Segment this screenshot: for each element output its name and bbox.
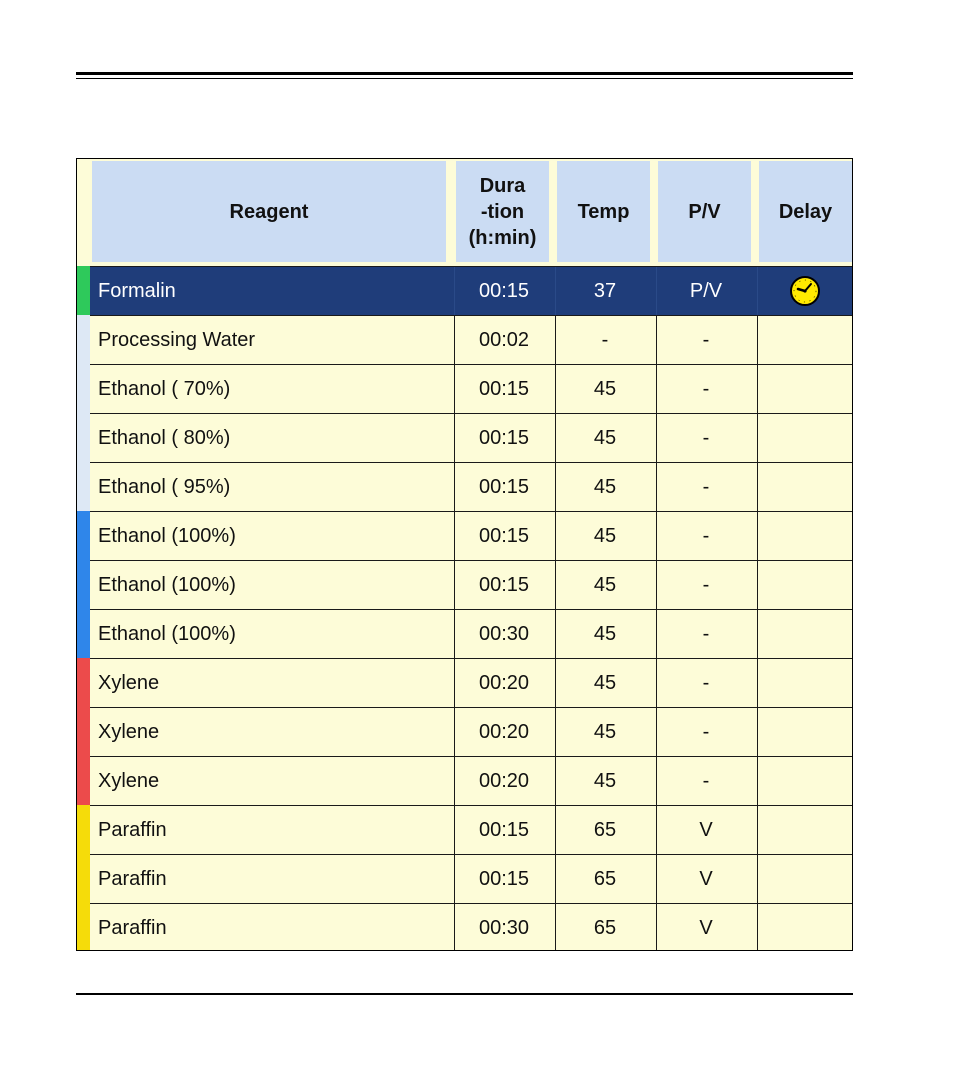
reagent-cell[interactable]: Paraffin bbox=[98, 818, 167, 841]
temp-cell[interactable]: 45 bbox=[593, 524, 617, 547]
duration-cell[interactable]: 00:02 bbox=[478, 328, 530, 351]
delay-cell[interactable] bbox=[757, 365, 852, 413]
reagent-group-stripe bbox=[77, 903, 90, 951]
clock-icon[interactable] bbox=[789, 275, 821, 307]
reagent-group-stripe bbox=[77, 707, 90, 756]
reagent-group-stripe bbox=[77, 511, 90, 560]
temp-cell[interactable]: 45 bbox=[593, 720, 617, 743]
table-row[interactable] bbox=[77, 609, 852, 658]
pv-cell[interactable]: - bbox=[702, 426, 710, 449]
reagent-cell[interactable]: Xylene bbox=[98, 720, 160, 743]
reagent-group-stripe bbox=[77, 364, 90, 413]
delay-cell[interactable] bbox=[757, 512, 852, 560]
table-header bbox=[77, 159, 852, 266]
reagent-group-stripe bbox=[77, 756, 90, 805]
pv-cell[interactable]: - bbox=[702, 377, 710, 400]
table-row[interactable] bbox=[77, 364, 852, 413]
pv-cell[interactable]: V bbox=[699, 916, 713, 939]
delay-cell[interactable] bbox=[757, 904, 852, 951]
table-row[interactable] bbox=[77, 462, 852, 511]
reagent-group-stripe bbox=[77, 462, 90, 511]
delay-cell[interactable] bbox=[757, 267, 852, 315]
reagent-cell[interactable]: Xylene bbox=[98, 769, 160, 792]
bottom-rule bbox=[76, 993, 853, 995]
pv-cell[interactable]: - bbox=[702, 524, 710, 547]
delay-cell[interactable] bbox=[757, 757, 852, 805]
reagent-cell[interactable]: Formalin bbox=[98, 279, 176, 302]
pv-cell[interactable]: - bbox=[702, 328, 710, 351]
temp-cell[interactable]: 65 bbox=[593, 867, 617, 890]
temp-cell[interactable]: 45 bbox=[593, 622, 617, 645]
reagent-cell[interactable]: Ethanol ( 80%) bbox=[98, 426, 231, 449]
delay-cell[interactable] bbox=[757, 463, 852, 511]
temp-cell[interactable]: 45 bbox=[593, 475, 617, 498]
reagent-group-stripe bbox=[77, 315, 90, 364]
delay-cell[interactable] bbox=[757, 610, 852, 658]
reagent-cell[interactable]: Processing Water bbox=[98, 328, 256, 351]
duration-cell[interactable]: 00:15 bbox=[478, 279, 530, 302]
header-pv[interactable]: P/V bbox=[658, 161, 751, 262]
duration-cell[interactable]: 00:20 bbox=[478, 720, 530, 743]
delay-cell[interactable] bbox=[757, 316, 852, 364]
reagent-cell[interactable]: Ethanol ( 70%) bbox=[98, 377, 231, 400]
reagent-cell[interactable]: Paraffin bbox=[98, 916, 167, 939]
delay-cell[interactable] bbox=[757, 708, 852, 756]
temp-cell[interactable]: 65 bbox=[593, 916, 617, 939]
reagent-group-stripe bbox=[77, 413, 90, 462]
temp-cell[interactable]: 65 bbox=[593, 818, 617, 841]
temp-cell[interactable]: 45 bbox=[593, 573, 617, 596]
reagent-group-stripe bbox=[77, 805, 90, 854]
table-row[interactable] bbox=[77, 805, 852, 854]
pv-cell[interactable]: - bbox=[702, 769, 710, 792]
delay-cell[interactable] bbox=[757, 561, 852, 609]
table-row[interactable] bbox=[77, 756, 852, 805]
pv-cell[interactable]: V bbox=[699, 818, 713, 841]
reagent-cell[interactable]: Ethanol (100%) bbox=[98, 573, 236, 596]
delay-cell[interactable] bbox=[757, 659, 852, 707]
table-row[interactable] bbox=[77, 413, 852, 462]
header-reagent[interactable]: Reagent bbox=[92, 161, 446, 262]
program-table bbox=[76, 158, 853, 951]
duration-cell[interactable]: 00:15 bbox=[478, 573, 530, 596]
header-duration[interactable]: Dura -tion (h:min) bbox=[456, 161, 549, 262]
table-row[interactable] bbox=[77, 266, 852, 315]
reagent-cell[interactable]: Ethanol (100%) bbox=[98, 622, 236, 645]
duration-cell[interactable]: 00:15 bbox=[478, 426, 530, 449]
table-row[interactable] bbox=[77, 560, 852, 609]
reagent-group-stripe bbox=[77, 560, 90, 609]
pv-cell[interactable]: - bbox=[702, 475, 710, 498]
delay-cell[interactable] bbox=[757, 414, 852, 462]
reagent-group-stripe bbox=[77, 658, 90, 707]
temp-cell[interactable]: 45 bbox=[593, 377, 617, 400]
duration-cell[interactable]: 00:20 bbox=[478, 769, 530, 792]
temp-cell[interactable]: 45 bbox=[593, 671, 617, 694]
reagent-cell[interactable]: Paraffin bbox=[98, 867, 167, 890]
duration-cell[interactable]: 00:30 bbox=[478, 622, 530, 645]
top-rule bbox=[76, 72, 853, 79]
reagent-group-stripe bbox=[77, 854, 90, 903]
reagent-cell[interactable]: Ethanol ( 95%) bbox=[98, 475, 231, 498]
reagent-cell[interactable]: Xylene bbox=[98, 671, 160, 694]
duration-cell[interactable]: 00:15 bbox=[478, 818, 530, 841]
duration-cell[interactable]: 00:15 bbox=[478, 475, 530, 498]
header-delay[interactable]: Delay bbox=[759, 161, 852, 262]
reagent-cell[interactable]: Ethanol (100%) bbox=[98, 524, 236, 547]
table-row[interactable] bbox=[77, 707, 852, 756]
temp-cell[interactable]: 45 bbox=[593, 426, 617, 449]
delay-cell[interactable] bbox=[757, 806, 852, 854]
reagent-group-stripe bbox=[77, 609, 90, 658]
table-row[interactable] bbox=[77, 315, 852, 364]
duration-cell[interactable]: 00:30 bbox=[478, 916, 530, 939]
duration-cell[interactable]: 00:20 bbox=[478, 671, 530, 694]
temp-cell[interactable]: 45 bbox=[593, 769, 617, 792]
table-row[interactable] bbox=[77, 903, 852, 951]
table-row[interactable] bbox=[77, 854, 852, 903]
reagent-group-stripe bbox=[77, 266, 90, 315]
temp-cell[interactable]: 37 bbox=[593, 279, 617, 302]
header-temp[interactable]: Temp bbox=[557, 161, 650, 262]
delay-cell[interactable] bbox=[757, 855, 852, 903]
table-row[interactable] bbox=[77, 658, 852, 707]
pv-cell[interactable]: - bbox=[702, 720, 710, 743]
pv-cell[interactable]: P/V bbox=[689, 279, 723, 302]
pv-cell[interactable]: - bbox=[702, 622, 710, 645]
pv-cell[interactable]: - bbox=[702, 573, 710, 596]
pv-cell[interactable]: V bbox=[699, 867, 713, 890]
duration-cell[interactable]: 00:15 bbox=[478, 524, 530, 547]
duration-cell[interactable]: 00:15 bbox=[478, 867, 530, 890]
duration-cell[interactable]: 00:15 bbox=[478, 377, 530, 400]
temp-cell[interactable]: - bbox=[601, 328, 609, 351]
pv-cell[interactable]: - bbox=[702, 671, 710, 694]
table-row[interactable] bbox=[77, 511, 852, 560]
